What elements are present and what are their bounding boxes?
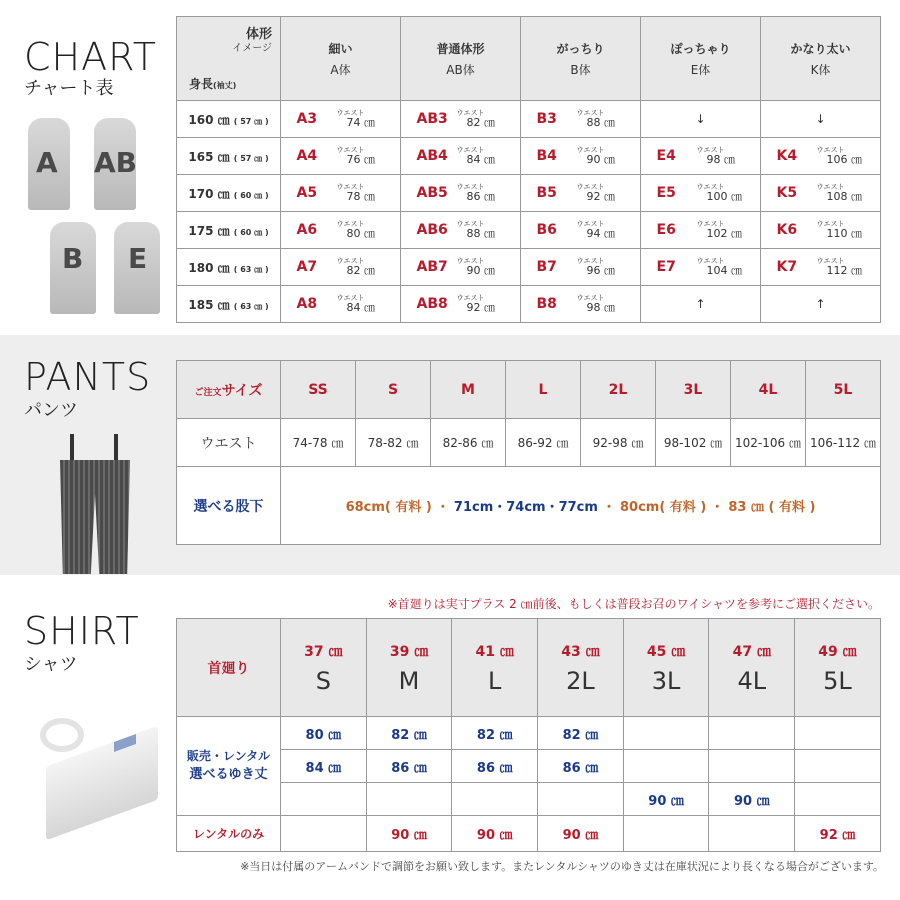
waist-label: ウエスト (456, 109, 485, 117)
waist-value: 100 ㎝ (706, 190, 742, 203)
waist-value: 82 ㎝ (466, 116, 495, 129)
shirt-sleeve-row (177, 717, 881, 750)
inseam-part: ・ (431, 500, 454, 515)
size-code: A7 (296, 258, 318, 275)
inseam-part: ・ (597, 500, 620, 515)
waist-label: ウエスト (816, 257, 845, 265)
pants-size-label: ご注文サイズ (177, 361, 281, 419)
pants-waist: 78-82 ㎝ (356, 419, 431, 467)
waist-value: 92 ㎝ (586, 190, 615, 203)
size-cell (761, 175, 881, 212)
waist-label: ウエスト (576, 146, 605, 154)
shirt-sleeve-row (177, 783, 881, 816)
waist-label: ウエスト (816, 220, 845, 228)
pants-size: 5L (806, 361, 881, 419)
height-cell: 165 ㎝ ( 57 ㎝ ) (177, 138, 281, 175)
waist-value: 82 ㎝ (346, 264, 375, 277)
size-cell (641, 212, 761, 249)
arrow-cell: ↓ (761, 101, 881, 138)
size-code: K6 (776, 221, 798, 238)
rental-cell (623, 816, 709, 852)
sleeve-cell: 82 ㎝ (366, 717, 452, 750)
waist-label: ウエスト (336, 294, 365, 302)
waist-label: ウエスト (336, 257, 365, 265)
rental-cell (709, 816, 795, 852)
size-code: K5 (776, 184, 798, 201)
sleeve-cell (795, 717, 881, 750)
shirt-size-header: 39 ㎝ M (366, 619, 452, 717)
size-code: E6 (656, 221, 676, 238)
shirt-size-header: 43 ㎝ 2L (538, 619, 624, 717)
size-cell (281, 175, 401, 212)
silhouette-letter: A (36, 146, 58, 179)
waist-value: 76 ㎝ (346, 153, 375, 166)
size-code: A5 (296, 184, 318, 201)
waist-label: ウエスト (456, 220, 485, 228)
size-cell (521, 249, 641, 286)
corner-sub: イメージ (232, 42, 272, 54)
waist-label: ウエスト (696, 146, 725, 154)
shirt-sleeve-row (177, 750, 881, 783)
rental-cell: 92 ㎝ (795, 816, 881, 852)
chart-row (177, 249, 881, 286)
waist-value: 90 ㎝ (586, 153, 615, 166)
shirt-table (176, 618, 881, 852)
shirt-neck-label: 首廻り (177, 619, 281, 717)
waist-label: ウエスト (576, 220, 605, 228)
size-cell (521, 138, 641, 175)
inseam-part: 80cm( 有料 ) ・ 83 ㎝ ( 有料 ) (620, 500, 816, 515)
sleeve-cell (795, 783, 881, 816)
chart-row (177, 175, 881, 212)
waist-value: 106 ㎝ (826, 153, 862, 166)
size-cell (521, 286, 641, 323)
waist-value: 102 ㎝ (706, 227, 742, 240)
waist-value: 110 ㎝ (826, 227, 862, 240)
body-type-header: ぽっちゃり E体 (641, 17, 761, 101)
size-cell (641, 175, 761, 212)
height-cell: 180 ㎝ ( 63 ㎝ ) (177, 249, 281, 286)
pants-waist: 86-92 ㎝ (506, 419, 581, 467)
chart-row (177, 138, 881, 175)
waist-value: 108 ㎝ (826, 190, 862, 203)
pants-title: PANTS (24, 355, 152, 399)
chart-title: CHART (24, 35, 157, 79)
waist-label: ウエスト (336, 109, 365, 117)
waist-value: 104 ㎝ (706, 264, 742, 277)
size-code: B6 (536, 221, 557, 238)
pants-size: 4L (731, 361, 806, 419)
height-cell: 185 ㎝ ( 63 ㎝ ) (177, 286, 281, 323)
size-cell (281, 286, 401, 323)
corner-bottom-small: (袖丈) (213, 81, 237, 90)
size-cell (761, 249, 881, 286)
size-code: AB8 (416, 295, 448, 312)
size-code: E5 (656, 184, 676, 201)
rental-cell: 90 ㎝ (366, 816, 452, 852)
pants-size: M (431, 361, 506, 419)
height-cell: 175 ㎝ ( 60 ㎝ ) (177, 212, 281, 249)
waist-value: 96 ㎝ (586, 264, 615, 277)
shirt-sleeve-label: 販売・レンタル 選べるゆき丈 (177, 717, 281, 816)
pants-size: SS (281, 361, 356, 419)
size-cell (401, 175, 521, 212)
waist-label: ウエスト (456, 257, 485, 265)
size-code: K4 (776, 147, 798, 164)
sleeve-cell: 82 ㎝ (452, 717, 538, 750)
height-cell: 160 ㎝ ( 57 ㎝ ) (177, 101, 281, 138)
size-code: A3 (296, 110, 318, 127)
arrow-cell: ↓ (641, 101, 761, 138)
size-cell (401, 138, 521, 175)
size-code: A8 (296, 295, 318, 312)
chart-corner-header (177, 17, 281, 101)
waist-label: ウエスト (576, 257, 605, 265)
size-cell (761, 138, 881, 175)
pants-waist: 98-102 ㎝ (656, 419, 731, 467)
body-type-header: かなり太い K体 (761, 17, 881, 101)
shirt-subtitle: シャツ (24, 654, 78, 675)
waist-label: ウエスト (696, 183, 725, 191)
waist-label: ウエスト (456, 183, 485, 191)
pants-size: S (356, 361, 431, 419)
size-code: B4 (536, 147, 557, 164)
shirt-rental-row (177, 816, 881, 852)
waist-label: ウエスト (336, 146, 365, 154)
sleeve-cell: 90 ㎝ (709, 783, 795, 816)
size-cell (401, 249, 521, 286)
silhouette-letter: AB (94, 146, 138, 179)
size-cell (281, 138, 401, 175)
size-cell (401, 101, 521, 138)
sleeve-cell (709, 750, 795, 783)
chart-row (177, 101, 881, 138)
waist-label: ウエスト (576, 183, 605, 191)
shirt-note-top: ※首廻りは実寸プラス 2 ㎝前後、もしくは普段お召のワイシャツを参考にご選択ください。 (387, 597, 880, 611)
size-code: A4 (296, 147, 318, 164)
corner-bottom: 身長 (189, 77, 214, 91)
pants-inseam-label: 選べる股下 (177, 467, 281, 545)
size-cell (521, 175, 641, 212)
arrow-cell: ↑ (761, 286, 881, 323)
sleeve-cell (623, 750, 709, 783)
sleeve-cell (281, 783, 367, 816)
waist-value: 86 ㎝ (466, 190, 495, 203)
sleeve-cell: 80 ㎝ (281, 717, 367, 750)
corner-top: 体形 (245, 27, 272, 42)
size-code: AB3 (416, 110, 448, 127)
size-code: K7 (776, 258, 798, 275)
sleeve-cell (795, 750, 881, 783)
sleeve-cell: 82 ㎝ (538, 717, 624, 750)
waist-value: 80 ㎝ (346, 227, 375, 240)
waist-label: ウエスト (336, 183, 365, 191)
silhouette-letter: B (62, 242, 84, 275)
waist-label: ウエスト (696, 220, 725, 228)
waist-value: 112 ㎝ (826, 264, 862, 277)
chart-row (177, 212, 881, 249)
silhouette-letter: E (128, 242, 148, 275)
pants-waist: 106-112 ㎝ (806, 419, 881, 467)
waist-label: ウエスト (816, 146, 845, 154)
size-cell (761, 212, 881, 249)
waist-value: 92 ㎝ (466, 301, 495, 314)
rental-cell: 90 ㎝ (452, 816, 538, 852)
shirt-size-header: 41 ㎝ L (452, 619, 538, 717)
waist-label: ウエスト (816, 183, 845, 191)
sleeve-cell (366, 783, 452, 816)
shirt-image (32, 712, 160, 822)
chart-table (176, 16, 881, 323)
shirt-size-header: 45 ㎝ 3L (623, 619, 709, 717)
pants-size: 2L (581, 361, 656, 419)
size-code: E4 (656, 147, 676, 164)
pants-inseam-options (281, 467, 881, 545)
size-code: B7 (536, 258, 557, 275)
pants-waist: 74-78 ㎝ (281, 419, 356, 467)
size-cell (521, 101, 641, 138)
waist-value: 90 ㎝ (466, 264, 495, 277)
size-code: AB5 (416, 184, 448, 201)
size-cell (281, 101, 401, 138)
size-code: B8 (536, 295, 557, 312)
size-cell (641, 138, 761, 175)
shirt-title: SHIRT (24, 609, 140, 653)
body-type-header: 普通体形 AB体 (401, 17, 521, 101)
size-code: AB7 (416, 258, 448, 275)
waist-value: 98 ㎝ (586, 301, 615, 314)
sleeve-cell: 86 ㎝ (538, 750, 624, 783)
shirt-note-bottom: ※当日は付属のアームバンドで調節をお願い致します。またレンタルシャツのゆき丈は在庫状況により長くなる場合がございます。 (240, 860, 884, 873)
pants-waist: 92-98 ㎝ (581, 419, 656, 467)
size-code: AB6 (416, 221, 448, 238)
inseam-part: 71cm・74cm・77cm (453, 500, 598, 515)
size-cell (281, 249, 401, 286)
rental-cell (281, 816, 367, 852)
waist-value: 88 ㎝ (466, 227, 495, 240)
waist-label: ウエスト (336, 220, 365, 228)
size-cell (281, 212, 401, 249)
size-code: E7 (656, 258, 676, 275)
waist-label: ウエスト (576, 109, 605, 117)
sleeve-cell (709, 717, 795, 750)
sleeve-cell: 84 ㎝ (281, 750, 367, 783)
size-code: B3 (536, 110, 557, 127)
size-cell (401, 212, 521, 249)
size-code: A6 (296, 221, 318, 238)
sleeve-cell: 90 ㎝ (623, 783, 709, 816)
pants-waist: 102-106 ㎝ (731, 419, 806, 467)
rental-cell: 90 ㎝ (538, 816, 624, 852)
waist-value: 74 ㎝ (346, 116, 375, 129)
pants-image (58, 434, 132, 574)
sleeve-cell: 86 ㎝ (366, 750, 452, 783)
sleeve-cell (623, 717, 709, 750)
size-cell (641, 249, 761, 286)
shirt-size-header: 47 ㎝ 4L (709, 619, 795, 717)
waist-value: 98 ㎝ (706, 153, 735, 166)
waist-value: 84 ㎝ (346, 301, 375, 314)
chart-row (177, 286, 881, 323)
inseam-part: 68cm( 有料 ) (345, 500, 432, 515)
pants-table (176, 360, 881, 545)
waist-value: 88 ㎝ (586, 116, 615, 129)
waist-label: ウエスト (576, 294, 605, 302)
pants-size: 3L (656, 361, 731, 419)
size-code: AB4 (416, 147, 448, 164)
shirt-rental-label: レンタルのみ (177, 816, 281, 852)
pants-waist-label: ウエスト (177, 419, 281, 467)
sleeve-cell (452, 783, 538, 816)
size-cell (521, 212, 641, 249)
waist-label: ウエスト (696, 257, 725, 265)
shirt-size-header: 49 ㎝ 5L (795, 619, 881, 717)
waist-value: 78 ㎝ (346, 190, 375, 203)
pants-subtitle: パンツ (24, 400, 78, 421)
sleeve-cell (538, 783, 624, 816)
body-type-header: 細い A体 (281, 17, 401, 101)
waist-value: 84 ㎝ (466, 153, 495, 166)
sleeve-cell: 86 ㎝ (452, 750, 538, 783)
height-cell: 170 ㎝ ( 60 ㎝ ) (177, 175, 281, 212)
arrow-cell: ↑ (641, 286, 761, 323)
body-type-header: がっちり B体 (521, 17, 641, 101)
pants-size: L (506, 361, 581, 419)
shirt-size-header: 37 ㎝ S (281, 619, 367, 717)
pants-waist: 82-86 ㎝ (431, 419, 506, 467)
waist-label: ウエスト (456, 146, 485, 154)
waist-value: 94 ㎝ (586, 227, 615, 240)
waist-label: ウエスト (456, 294, 485, 302)
size-code: B5 (536, 184, 557, 201)
size-cell (401, 286, 521, 323)
chart-subtitle: チャート表 (24, 78, 114, 99)
